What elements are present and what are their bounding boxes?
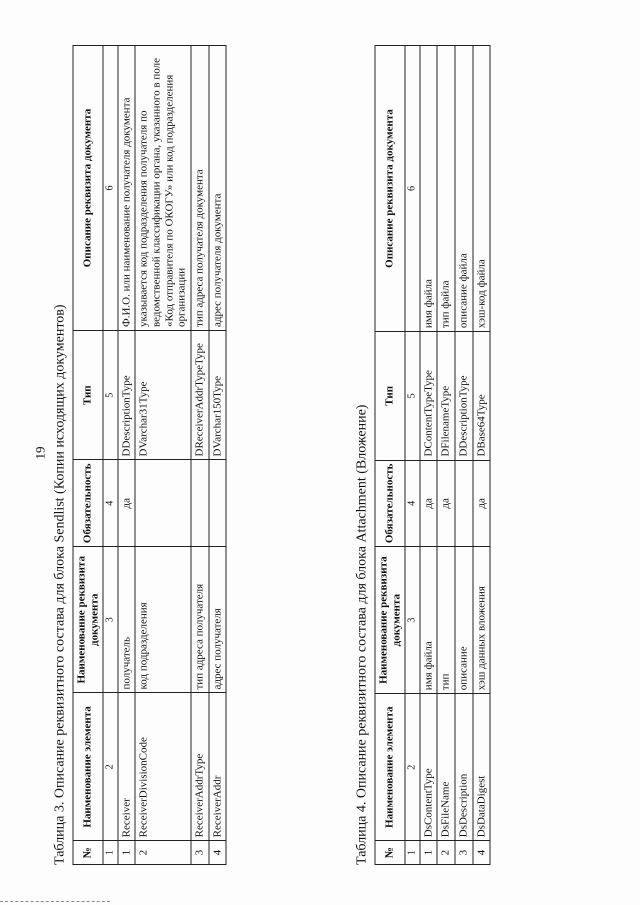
attribute-name: код подразделения <box>135 546 191 692</box>
table3-header-element: Наименование элемента <box>73 693 103 841</box>
table4-index-cell: 1 <box>405 840 420 864</box>
element-name: DsDataDigest <box>473 693 491 840</box>
required-flag: да <box>437 460 455 547</box>
table3-index-cell: 3 <box>103 546 118 692</box>
required-flag: да <box>118 459 136 546</box>
table3 <box>73 45 227 865</box>
table3-header-name: Наименование реквизита документа <box>73 546 103 692</box>
table3-header-type: Тип <box>73 330 103 460</box>
table3-header-description: Описание реквизита документа <box>73 45 103 330</box>
row-number: 3 <box>455 840 473 864</box>
row-number: 4 <box>473 840 491 864</box>
table3-index-row <box>103 45 118 864</box>
attribute-name: получатель <box>118 546 136 692</box>
data-type: DFilenameType <box>437 331 455 459</box>
element-name: DsFileName <box>437 693 455 840</box>
element-name: DsContentType <box>420 693 438 840</box>
description: имя файла <box>420 45 438 331</box>
table-row <box>191 45 209 864</box>
row-number: 2 <box>135 840 191 864</box>
required-flag <box>191 459 209 546</box>
required-flag: да <box>420 460 438 547</box>
table4-index-cell: 2 <box>405 693 420 840</box>
scan-edge-line <box>0 901 110 902</box>
element-name: ReceiverAddrType <box>191 693 209 841</box>
required-flag: да <box>473 460 491 547</box>
table3-header-row <box>73 45 103 864</box>
page-number: 19 <box>32 446 48 459</box>
table4-index-cell: 6 <box>405 45 420 331</box>
data-type: DDescriptionType <box>455 331 473 459</box>
table-row <box>209 45 227 864</box>
table4-header-row <box>375 45 405 864</box>
data-type: DBase64Type <box>473 331 491 459</box>
description: адрес получателя документа <box>209 45 227 330</box>
required-flag <box>135 459 191 546</box>
description: указывается код подразделения получателя по ведомственной классификации органа, указанного в поле «Код отправителя по ОКОГУ» или код подразделения организации <box>135 45 191 330</box>
table-row <box>437 45 455 864</box>
table4-header-description: Описание реквизита документа <box>375 45 405 331</box>
data-type: DVarchar150Type <box>209 330 227 460</box>
table4-caption: Таблица 4. Описание реквизитного состава для блока Attachment (Вложение) <box>354 404 370 865</box>
attribute-name: адрес получателя <box>209 546 227 692</box>
element-name: ReceiverAddr <box>209 693 227 841</box>
table4-header-num: № <box>375 840 405 864</box>
table4-header-required: Обязательность <box>375 460 405 547</box>
table3-index-cell: 1 <box>103 840 118 864</box>
data-type: DDescriptionType <box>118 330 136 460</box>
table3-header-num: № <box>73 840 103 864</box>
element-name: ReceiverDivisionCode <box>135 693 191 841</box>
row-number: 1 <box>420 840 438 864</box>
required-flag <box>455 460 473 547</box>
attribute-name: хэш данных вложения <box>473 546 491 693</box>
description: описание файла <box>455 45 473 331</box>
table4-header-name: Наименование реквизита документа <box>375 546 405 693</box>
element-name: DsDescription <box>455 693 473 840</box>
data-type: DVarchar31Type <box>135 330 191 460</box>
table4-header-element: Наименование элемента <box>375 693 405 840</box>
description: Ф.И.О. или наименование получателя документа <box>118 45 136 330</box>
table4-index-cell: 4 <box>405 460 420 547</box>
row-number: 4 <box>209 840 227 864</box>
row-number: 2 <box>437 840 455 864</box>
table-row <box>420 45 438 864</box>
description: хэш-код файла <box>473 45 491 331</box>
required-flag <box>209 459 227 546</box>
table4-index-row <box>405 45 420 864</box>
attribute-name: тип адреса получателя <box>191 546 209 692</box>
attribute-name: описание <box>455 546 473 693</box>
table4-index-cell: 3 <box>405 546 420 693</box>
table3-caption: Таблица 3. Описание реквизитного состава для блока Sendlist (Копии исходящих документов) <box>52 303 68 865</box>
element-name: Receiver <box>118 693 136 841</box>
table4-index-cell: 5 <box>405 331 420 459</box>
data-type: DReceiverAddrTypeType <box>191 330 209 460</box>
table4 <box>375 45 491 865</box>
rotated-page-content <box>33 23 608 883</box>
description: тип адреса получателя документа <box>191 45 209 330</box>
row-number: 3 <box>191 840 209 864</box>
table-row <box>118 45 136 864</box>
attribute-name: имя файла <box>420 546 438 693</box>
attribute-name: тип <box>437 546 455 693</box>
table-row <box>135 45 191 864</box>
row-number: 1 <box>118 840 136 864</box>
table3-index-cell: 6 <box>103 45 118 330</box>
table4-header-type: Тип <box>375 331 405 459</box>
table3-index-cell: 5 <box>103 330 118 460</box>
table3-index-cell: 2 <box>103 693 118 841</box>
table-row <box>455 45 473 864</box>
description: тип файла <box>437 45 455 331</box>
table3-header-required: Обязательность <box>73 459 103 546</box>
data-type: DContentTypeType <box>420 331 438 459</box>
table-row <box>473 45 491 864</box>
table3-index-cell: 4 <box>103 459 118 546</box>
